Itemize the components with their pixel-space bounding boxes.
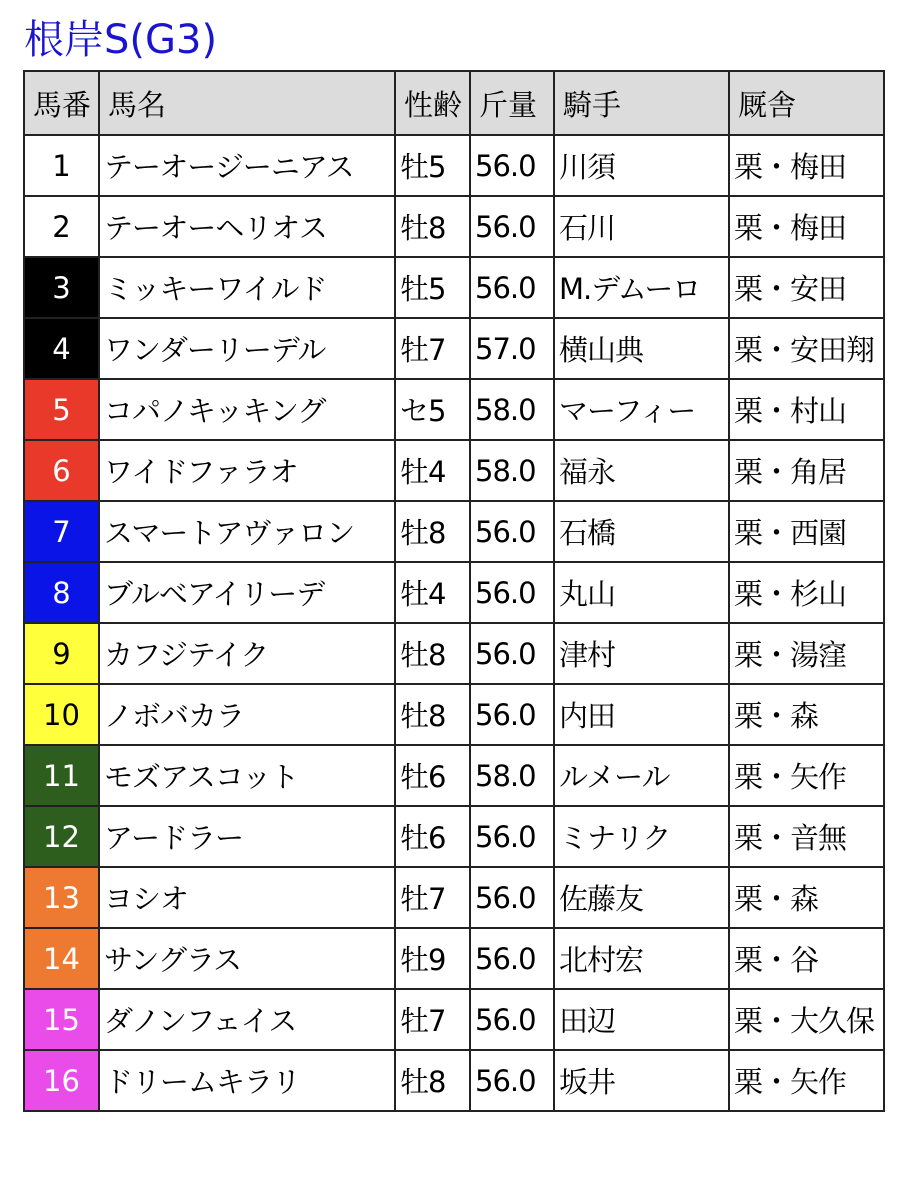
stable-cell: 栗・安田翔 xyxy=(729,318,884,379)
jockey-cell: 石川 xyxy=(554,196,729,257)
stable-cell: 栗・大久保 xyxy=(729,989,884,1050)
sex-age-cell: 牡4 xyxy=(395,440,470,501)
stable-cell: 栗・矢作 xyxy=(729,1050,884,1111)
weight-cell: 58.0 xyxy=(470,745,554,806)
sex-age-cell: 牡8 xyxy=(395,1050,470,1111)
horse-name-cell: ブルベアイリーデ xyxy=(99,562,395,623)
sex-age-cell: 牡5 xyxy=(395,257,470,318)
stable-cell: 栗・梅田 xyxy=(729,196,884,257)
jockey-cell: M.デムーロ xyxy=(554,257,729,318)
horse-number-cell: 4 xyxy=(24,318,99,379)
sex-age-cell: 牡8 xyxy=(395,501,470,562)
jockey-cell: 北村宏 xyxy=(554,928,729,989)
table-row xyxy=(24,440,884,501)
horse-name-cell: アードラー xyxy=(99,806,395,867)
horse-number-cell: 7 xyxy=(24,501,99,562)
horse-number-cell: 2 xyxy=(24,196,99,257)
weight-cell: 56.0 xyxy=(470,867,554,928)
jockey-cell: ミナリク xyxy=(554,806,729,867)
table-row xyxy=(24,501,884,562)
weight-cell: 56.0 xyxy=(470,684,554,745)
sex-age-cell: 牡7 xyxy=(395,318,470,379)
weight-cell: 56.0 xyxy=(470,928,554,989)
table-row xyxy=(24,379,884,440)
header-row xyxy=(24,71,884,135)
header-stable: 厩舎 xyxy=(729,71,884,135)
jockey-cell: 坂井 xyxy=(554,1050,729,1111)
jockey-cell: マーフィー xyxy=(554,379,729,440)
horse-number-cell: 15 xyxy=(24,989,99,1050)
table-row xyxy=(24,196,884,257)
horse-number-cell: 9 xyxy=(24,623,99,684)
weight-cell: 56.0 xyxy=(470,1050,554,1111)
horse-number-cell: 12 xyxy=(24,806,99,867)
jockey-cell: 津村 xyxy=(554,623,729,684)
jockey-cell: 丸山 xyxy=(554,562,729,623)
horse-name-cell: カフジテイク xyxy=(99,623,395,684)
header-horse-name: 馬名 xyxy=(99,71,395,135)
weight-cell: 56.0 xyxy=(470,501,554,562)
jockey-cell: 川須 xyxy=(554,135,729,196)
sex-age-cell: 牡4 xyxy=(395,562,470,623)
entries-body xyxy=(24,135,884,1111)
horse-name-cell: サングラス xyxy=(99,928,395,989)
horse-name-cell: ヨシオ xyxy=(99,867,395,928)
horse-name-cell: テーオージーニアス xyxy=(99,135,395,196)
weight-cell: 56.0 xyxy=(470,989,554,1050)
horse-name-cell: スマートアヴァロン xyxy=(99,501,395,562)
jockey-cell: 福永 xyxy=(554,440,729,501)
horse-name-cell: ダノンフェイス xyxy=(99,989,395,1050)
table-row xyxy=(24,806,884,867)
table-row xyxy=(24,989,884,1050)
horse-number-cell: 6 xyxy=(24,440,99,501)
page-title: 根岸S(G3) xyxy=(24,17,218,63)
table-row xyxy=(24,928,884,989)
horse-name-cell: ワンダーリーデル xyxy=(99,318,395,379)
table-row xyxy=(24,684,884,745)
horse-number-cell: 11 xyxy=(24,745,99,806)
horse-number-cell: 16 xyxy=(24,1050,99,1111)
jockey-cell: 横山典 xyxy=(554,318,729,379)
stable-cell: 栗・湯窪 xyxy=(729,623,884,684)
jockey-cell: 内田 xyxy=(554,684,729,745)
horse-number-cell: 8 xyxy=(24,562,99,623)
table-row xyxy=(24,867,884,928)
table-row xyxy=(24,623,884,684)
table-row xyxy=(24,1050,884,1111)
sex-age-cell: 牡5 xyxy=(395,135,470,196)
weight-cell: 58.0 xyxy=(470,379,554,440)
horse-number-cell: 3 xyxy=(24,257,99,318)
sex-age-cell: 牡7 xyxy=(395,989,470,1050)
stable-cell: 栗・村山 xyxy=(729,379,884,440)
horse-name-cell: ミッキーワイルド xyxy=(99,257,395,318)
jockey-cell: 田辺 xyxy=(554,989,729,1050)
weight-cell: 56.0 xyxy=(470,623,554,684)
header-sex-age: 性齢 xyxy=(395,71,470,135)
weight-cell: 56.0 xyxy=(470,135,554,196)
horse-name-cell: ノボバカラ xyxy=(99,684,395,745)
sex-age-cell: 牡8 xyxy=(395,623,470,684)
sex-age-cell: 牡9 xyxy=(395,928,470,989)
jockey-cell: ルメール xyxy=(554,745,729,806)
jockey-cell: 石橋 xyxy=(554,501,729,562)
sex-age-cell: 牡7 xyxy=(395,867,470,928)
sex-age-cell: 牡6 xyxy=(395,806,470,867)
header-weight: 斤量 xyxy=(470,71,554,135)
stable-cell: 栗・矢作 xyxy=(729,745,884,806)
horse-number-cell: 5 xyxy=(24,379,99,440)
sex-age-cell: 牡6 xyxy=(395,745,470,806)
horse-number-cell: 10 xyxy=(24,684,99,745)
sex-age-cell: セ5 xyxy=(395,379,470,440)
stable-cell: 栗・西園 xyxy=(729,501,884,562)
horse-name-cell: テーオーヘリオス xyxy=(99,196,395,257)
weight-cell: 57.0 xyxy=(470,318,554,379)
jockey-cell: 佐藤友 xyxy=(554,867,729,928)
stable-cell: 栗・森 xyxy=(729,867,884,928)
header-jockey: 騎手 xyxy=(554,71,729,135)
stable-cell: 栗・安田 xyxy=(729,257,884,318)
stable-cell: 栗・音無 xyxy=(729,806,884,867)
weight-cell: 56.0 xyxy=(470,196,554,257)
header-horse-number: 馬番 xyxy=(24,71,99,135)
sex-age-cell: 牡8 xyxy=(395,196,470,257)
stable-cell: 栗・森 xyxy=(729,684,884,745)
horse-number-cell: 14 xyxy=(24,928,99,989)
horse-name-cell: ドリームキラリ xyxy=(99,1050,395,1111)
stable-cell: 栗・角居 xyxy=(729,440,884,501)
horse-number-cell: 13 xyxy=(24,867,99,928)
weight-cell: 56.0 xyxy=(470,257,554,318)
horse-name-cell: コパノキッキング xyxy=(99,379,395,440)
table-row xyxy=(24,257,884,318)
stable-cell: 栗・梅田 xyxy=(729,135,884,196)
table-row xyxy=(24,135,884,196)
weight-cell: 56.0 xyxy=(470,562,554,623)
stable-cell: 栗・谷 xyxy=(729,928,884,989)
horse-number-cell: 1 xyxy=(24,135,99,196)
sex-age-cell: 牡8 xyxy=(395,684,470,745)
table-row xyxy=(24,318,884,379)
stable-cell: 栗・杉山 xyxy=(729,562,884,623)
weight-cell: 56.0 xyxy=(470,806,554,867)
weight-cell: 58.0 xyxy=(470,440,554,501)
table-row xyxy=(24,562,884,623)
horse-name-cell: ワイドファラオ xyxy=(99,440,395,501)
horse-name-cell: モズアスコット xyxy=(99,745,395,806)
table-row xyxy=(24,745,884,806)
entries-table xyxy=(23,70,885,1112)
